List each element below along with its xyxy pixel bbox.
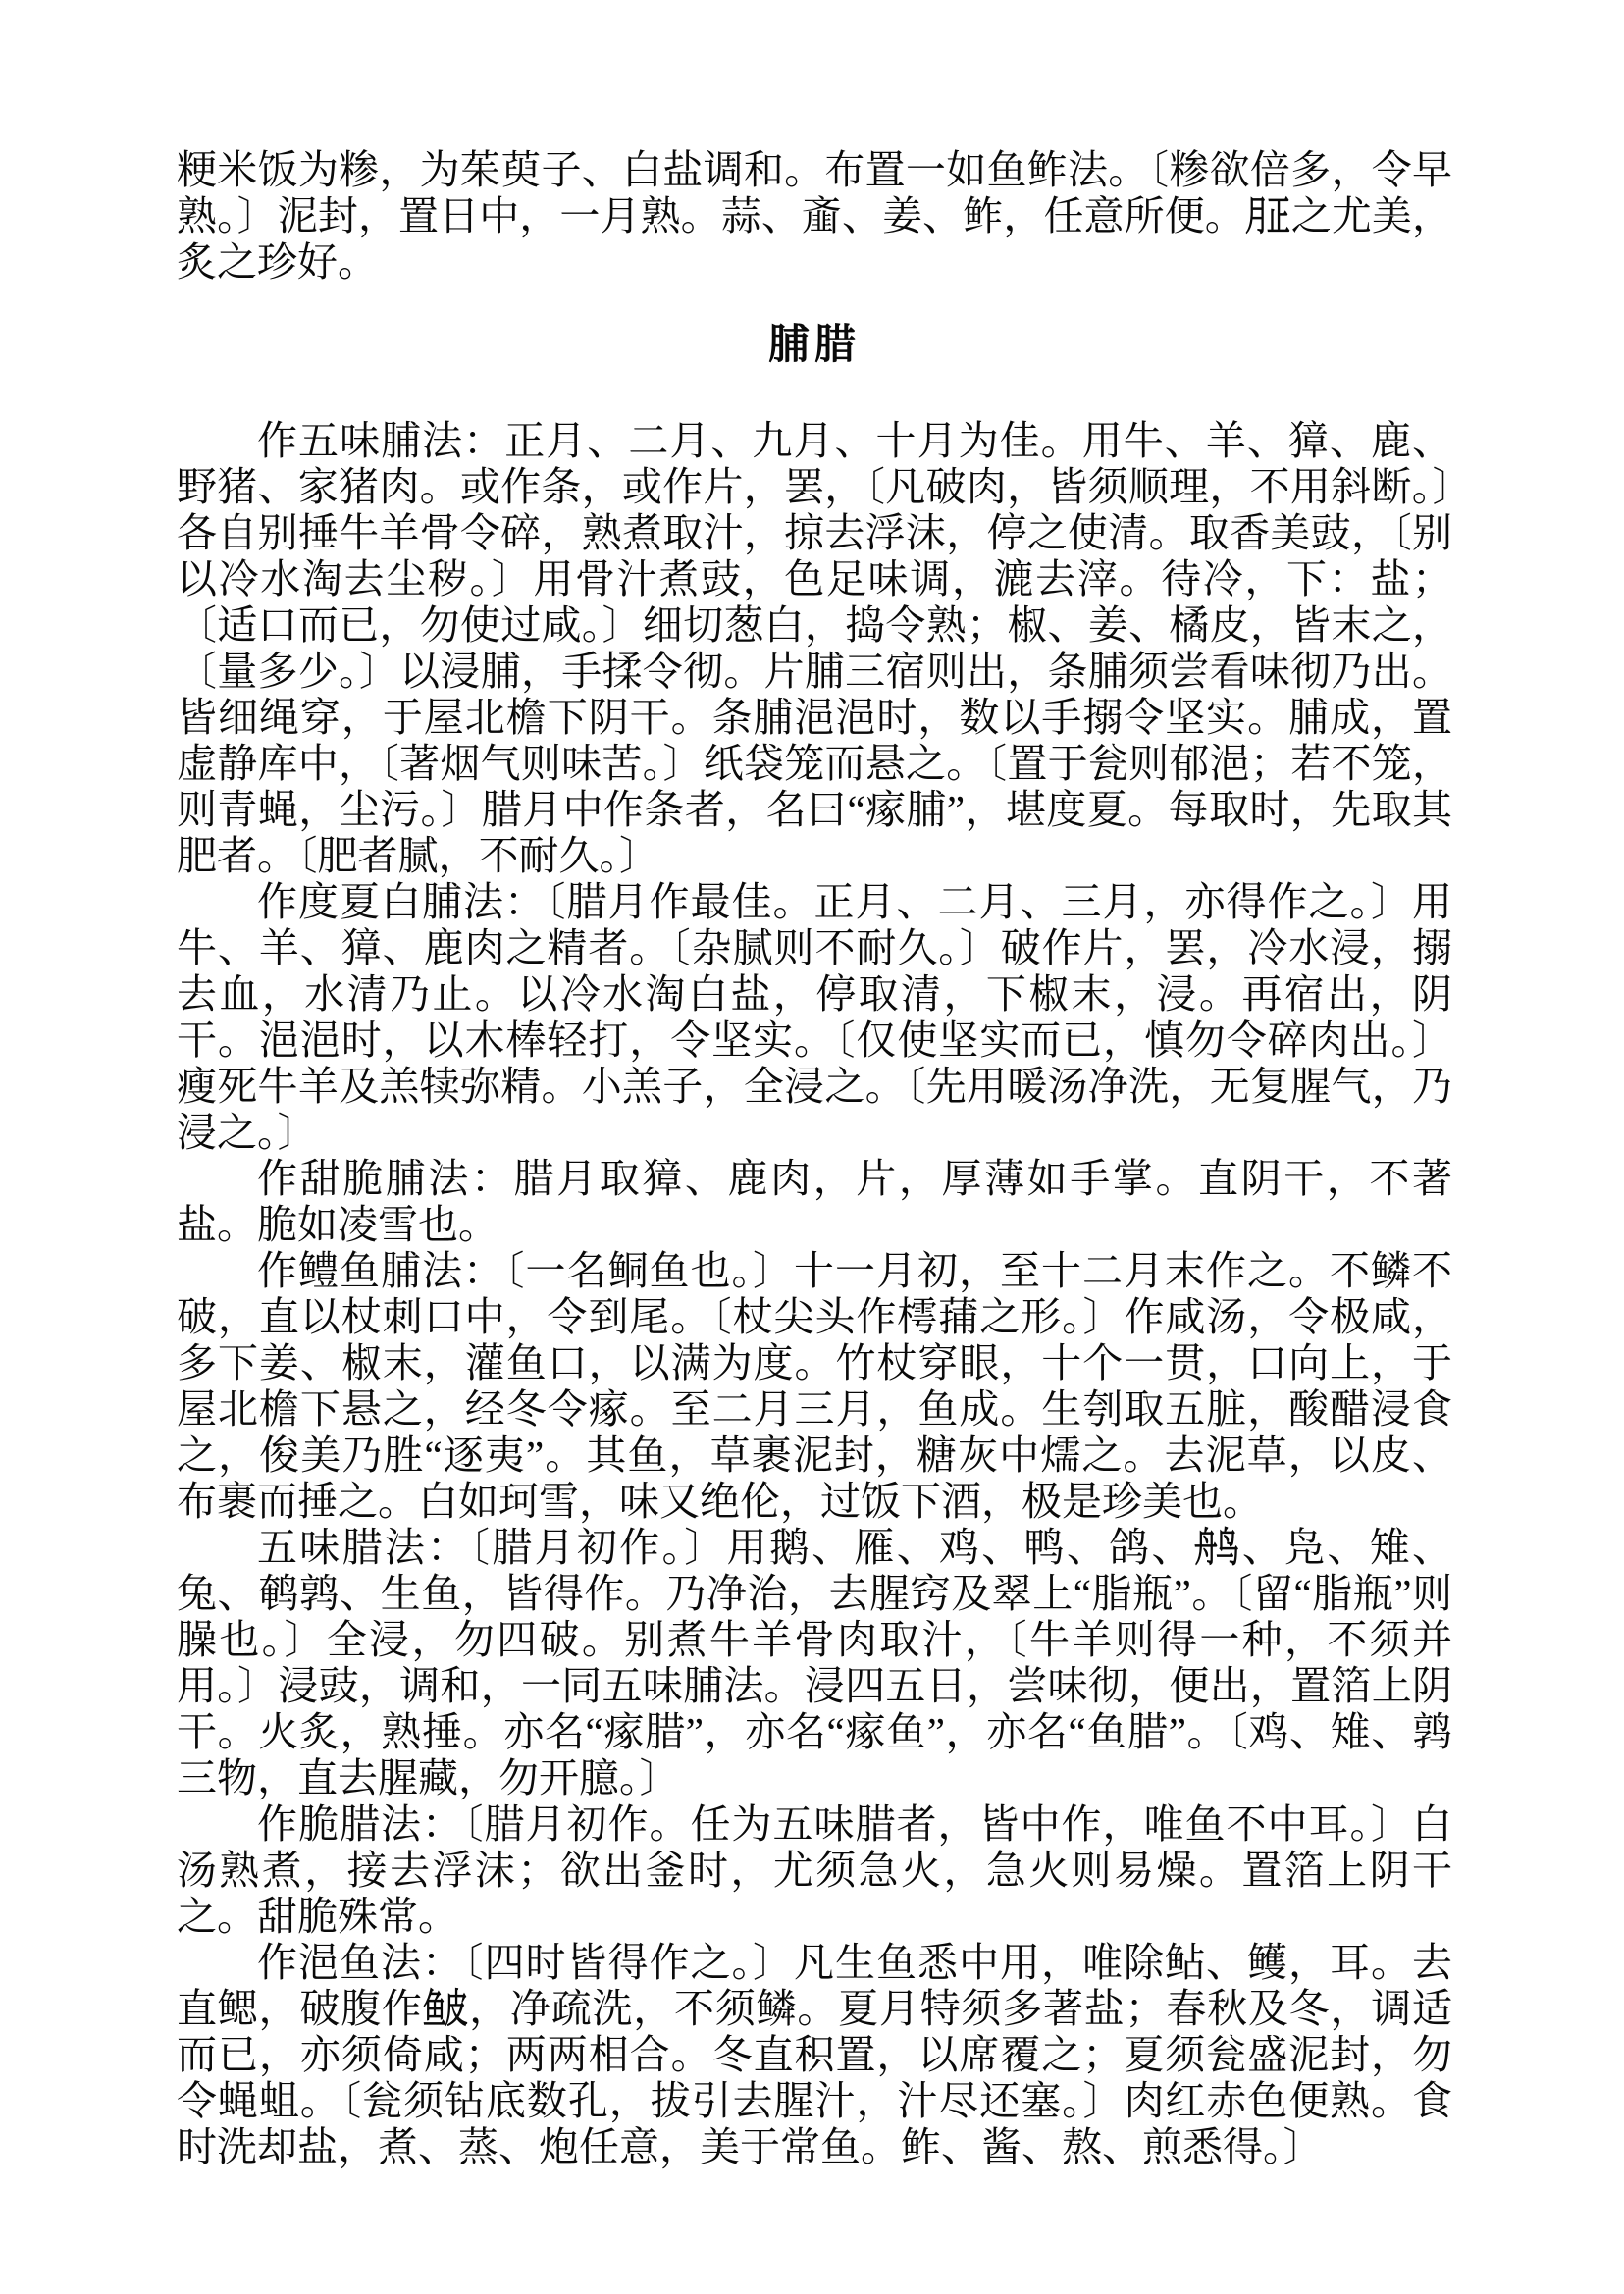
paragraph-intro-continuation [177, 147, 1452, 286]
yi-yu-text-after: ，净疏洗，不须鳞。夏月特须多著盐；春秋及冬，调适而已，亦须倚咸；两两相合。冬直积置，以席覆之；夏须瓮盛泥封，勿令蝇蛆。〔瓮须钻底数孔，拔引去腥汁，汁尽还塞。〕肉红赤色便熟。食时洗却盐，煮、蒸、炮任意，美于常鱼。鲊、酱、熬、煎悉得。〕 [177, 1986, 1453, 2169]
rare-glyph-left-part: 鱼 [422, 1986, 446, 2031]
section-title: 脯腊 [767, 323, 862, 368]
paragraph-crisp-la: 作脆腊法：〔腊月初作。任为五味腊者，皆中作，唯鱼不中耳。〕白汤熟煮，接去浮沫；欲出釜时，尤须急火，急火则易燥。置箔上阴干之。甜脆殊常。 [177, 1801, 1452, 1939]
paragraph-sweet-crisp-pu: 作甜脆脯法：腊月取獐、鹿肉，片，厚薄如手掌。直阴干，不著盐。脆如凌雪也。 [177, 1156, 1452, 1247]
five-flavor-la-text-before: 五味腊法：〔腊月初作。〕用鹅、雁、鸡、鸭、鸽、 [257, 1525, 1194, 1570]
intro-text-before: 粳米饭为糁，为茱萸子、白盐调和。布置一如鱼鲊法。〔糁欲倍多，令早熟。〕泥封，置日中，一月熟。蒜、齑、姜、鲊，任意所便。 [177, 147, 1452, 238]
yi-yu-text-before: 作浥鱼法：〔四时皆得作之。〕凡生鱼悉中用，唯除鲇、鳠，耳。去直鳃，破腹作 [177, 1940, 1452, 2031]
rare-glyph-zhou-bird [1194, 1525, 1240, 1571]
five-flavor-la-text-after: 、凫、雉、兔、鹌鹑、生鱼，皆得作。乃净治，去腥窍及翠上“脂瓶”。〔留“脂瓶”则臊也。〕全浸，勿四破。别煮牛羊骨肉取汁，〔牛羊则得一种，不须并用。〕浸豉，调和，一同五味脯法。浸四五日，尝味彻，便出，置箔上阴干。火炙，熟捶。亦名“瘃腊”，亦名“瘃鱼”，亦名“鱼腊”。〔鸡、雉、鹑三物，直去腥藏，勿开臆。〕 [177, 1525, 1453, 1800]
rare-glyph-right-part: 正 [1267, 193, 1290, 238]
paragraph-duxia-white-pu: 作度夏白脯法：〔腊月作最佳。正月、二月、三月，亦得作之。〕用牛、羊、獐、鹿肉之精者。〔杂腻则不耐久。〕破作片，罢，冷水浸，搦去血，水清乃止。以冷水淘白盐，停取清，下椒末，浸。再宿出，阴干。浥浥时，以木棒轻打，令坚实。〔仅使坚实而已，慎勿令碎肉出。〕瘦死牛羊及羔犊弥精。小羔子，全浸之。〔先用暖汤净洗，无复腥气，乃浸之。〕 [177, 879, 1452, 1155]
paragraph-five-flavor-la [177, 1525, 1452, 1801]
rare-glyph-right-part: 鸟 [1215, 1525, 1239, 1570]
rare-glyph-yue-zheng [1245, 193, 1291, 239]
paragraph-liyu-pu: 作鳢鱼脯法：〔一名鲖鱼也。〕十一月初，至十二月末作之。不鳞不破，直以杖刺口中，令到尾。〔杖尖头作樗蒱之形。〕作咸汤，令极咸，多下姜、椒末，灌鱼口，以满为度。竹杖穿眼，十个一贯，口向上，于屋北檐下悬之，经冬令瘃。至二月三月，鱼成。生刳取五脏，酸醋浸食之，俊美乃胜“逐夷”。其鱼，草裹泥封，糖灰中燸之。去泥草，以皮、布裹而捶之。白如珂雪，味又绝伦，过饭下酒，极是珍美也。 [177, 1248, 1452, 1524]
intro-text-after: 之尤美，炙之珍好。 [177, 193, 1453, 285]
rare-glyph-left-part: 月 [1244, 193, 1269, 238]
rare-glyph-fish-skin [423, 1986, 469, 2032]
paragraph-five-flavor-pu: 作五味脯法：正月、二月、九月、十月为佳。用牛、羊、獐、鹿、野猪、家猪肉。或作条，或作片，罢，〔凡破肉，皆须顺理，不用斜断。〕各自别捶牛羊骨令碎，熟煮取汁，掠去浮沫，停之使清。取香美豉，〔别以冷水淘去尘秽。〕用骨汁煮豉，色足味调，漉去滓。待冷，下：盐；〔适口而已，勿使过咸。〕细切葱白，捣令熟；椒、姜、橘皮，皆末之，〔量多少。〕以浸脯，手揉令彻。片脯三宿则出，条脯须尝看味彻乃出。皆细绳穿，于屋北檐下阴干。条脯浥浥时，数以手搦令坚实。脯成，置虚静库中，〔著烟气则味苦。〕纸袋笼而悬之。〔置于瓮则郁浥；若不笼，则青蝇，尘污。〕腊月中作条者，名曰“瘃脯”，堪度夏。每取时，先取其肥者。〔肥者腻，不耐久。〕 [177, 418, 1452, 878]
paragraph-yi-yu [177, 1940, 1452, 2170]
rare-glyph-right-part: 皮 [444, 1986, 468, 2031]
text-block [177, 147, 1452, 2170]
rare-glyph-left-part: 舟 [1193, 1525, 1218, 1570]
